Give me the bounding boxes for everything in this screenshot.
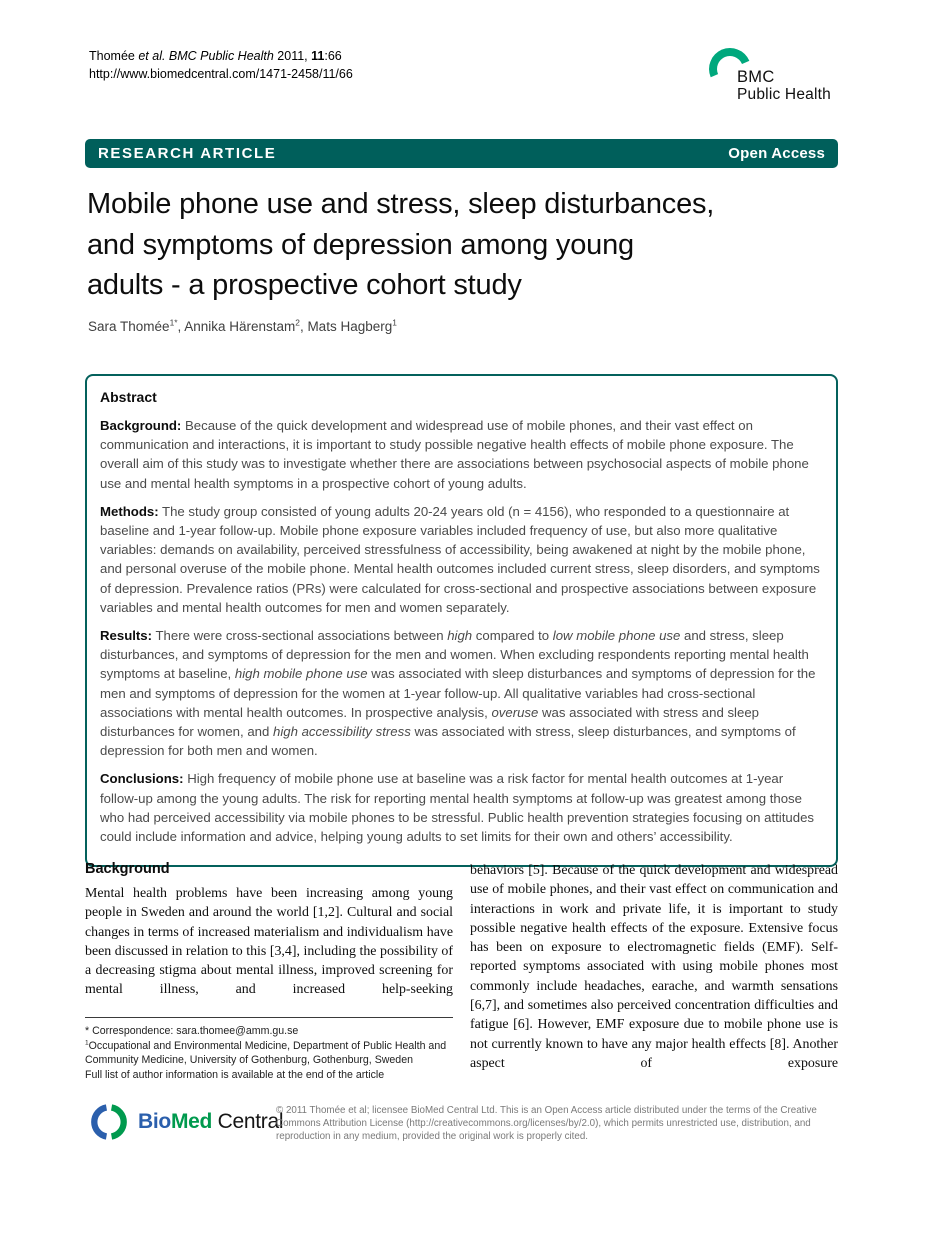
abstract-background-text: Because of the quick development and widespread use of mobile phones, and their vast effect on communication and interactions, it is important to study possible negative health effects of mobile phone exposure. The overall aim of this study was to investigate whether there are associations between psychosocial aspects of mobile phone use and mental health symptoms in a prospective cohort of young adults. — [100, 418, 809, 491]
background-paragraph: Mental health problems have been increasing among young people in Sweden and around the world [1,2]. Cultural and social changes in terms of increased materialism and individualism have been discussed in relation to this [3,4], including the possibility of a decreasing stigma about mental illness, improved screening for mental illness, and increased help-seeking — [85, 886, 453, 998]
article-type-banner — [85, 139, 838, 168]
correspondence-line: * Correspondence: sara.thomee@amm.gu.se — [85, 1024, 299, 1037]
biomed-central-text: Central — [217, 1110, 284, 1134]
article-type-label: RESEARCH ARTICLE — [98, 145, 277, 162]
journal-logo-text — [737, 68, 831, 103]
journal-logo-bmc: BMC — [737, 68, 775, 86]
abstract-results — [100, 626, 823, 760]
affiliation-line: $^1$Occupational and Environmental Medicine, Department of Public Health and Community Medicine, University of Gothenburg, Gothenburg, Sweden — [85, 1039, 447, 1067]
article-title: Mobile phone use and stress, sleep disturbances, and symptoms of depression among young adults - a prospective cohort study — [87, 188, 715, 301]
header-citation-block — [89, 47, 353, 83]
abstract-methods-label: Methods: — [100, 503, 159, 519]
author-list: Sara Thomée$^{1*}$, Annika Härenstam$^2$, Mats Hagberg$^1$ — [88, 317, 397, 334]
abstract-methods-text: The study group consisted of young adults 20-24 years old (n = 4156), who responded to a questionnaire at baseline and 1-year follow-up. Mobile phone exposure variables included frequency of use, but also more qualitative variables: demands on availability, perceived stressfulness of accessibility, being awakened at night by the mobile phone, and personal overuse of the mobile phone. Mental health outcomes included current stress, sleep disorders, and symptoms of depression. Prevalence ratios (PRs) were calculated for cross-sectional and prospective associations between exposure variables and mental health outcomes for men and women separately. — [100, 503, 820, 615]
biomed-bio-text: Bio — [138, 1110, 171, 1134]
abstract-conclusions-text: High frequency of mobile phone use at baseline was a risk factor for mental health outcomes at 1-year follow-up among the young adults. The risk for reporting mental health symptoms at follow-up was greatest among those who had perceived accessibility via mobile phones to be stressful. Public health prevention strategies focusing on attitudes could include information and advice, helping young adults to set limits for their own and others’ accessibility. — [100, 771, 814, 845]
abstract-methods — [100, 502, 823, 617]
open-access-label: Open Access — [728, 145, 825, 162]
author-footnote — [85, 1017, 453, 1083]
body-columns — [85, 861, 838, 1083]
right-column — [470, 861, 838, 1083]
journal-logo — [703, 46, 853, 112]
abstract-results-label: Results: — [100, 628, 153, 644]
left-column — [85, 861, 453, 1083]
citation-url: http://www.biomedcentral.com/1471-2458/11/66 — [89, 67, 353, 81]
abstract-box — [85, 374, 838, 867]
copyright-notice: © 2011 Thomée et al; licensee BioMed Central Ltd. This is an Open Access article distributed under the terms of the Creative Commons Attribution License (http://creativecommons.org/licenses/by/2.0), which permits unrestricted use, distribution, and reproduction in any medium, provided the original work is properly cited. — [276, 1105, 817, 1143]
full-list-note: Full list of author information is available at the end of the article — [85, 1069, 385, 1082]
biomed-central-logo — [88, 1101, 284, 1144]
background-paragraph-continued: behaviors [5]. Because of the quick development and widespread use of mobile phones, and their vast effect on communication and interactions in work and private life, it is important to study possible negative health effects of the exposure. Extensive focus has been on exposure to electromagnetic fields (EMF). Self-reported symptoms associated with using mobile phones most commonly include headaches, earache, and warmth sensations [6,7], and sometimes also perceived concentration difficulties and fatigue [6]. However, EMF exposure due to mobile phone use is not currently known to have any major health effects [8]. Another aspect of exposure — [470, 863, 838, 1071]
abstract-background — [100, 416, 823, 493]
abstract-results-text: There were cross-sectional associations between high compared to low mobile phone use and stress, sleep disturbances, and symptoms of depression for the men and women. When excluding respondents reporting mental health symptoms at baseline, high mobile phone use was associated with sleep disturbances and symptoms of depression for the men and symptoms of depression for the women at 1-year follow-up. All qualitative variables had cross-sectional associations with mental health outcomes. In prospective analysis, overuse was associated with stress and sleep disturbances for women, and high accessibility stress was associated with stress, sleep disturbances, and symptoms of depression for both men and women. — [100, 628, 816, 759]
abstract-heading: Abstract — [100, 389, 157, 405]
background-section-heading: Background — [85, 861, 170, 877]
citation-line: Thomée et al. BMC Public Health 2011, 11:66 — [89, 49, 342, 63]
publisher-footer — [88, 1101, 840, 1144]
abstract-conclusions-label: Conclusions: — [100, 771, 184, 787]
biomed-ring-icon — [88, 1101, 130, 1143]
biomed-med-text: Med — [170, 1110, 213, 1134]
biomed-central-wordmark — [138, 1110, 283, 1134]
abstract-background-label: Background: — [100, 418, 182, 433]
abstract-conclusions — [100, 769, 823, 846]
journal-logo-public-health: Public Health — [737, 86, 831, 103]
